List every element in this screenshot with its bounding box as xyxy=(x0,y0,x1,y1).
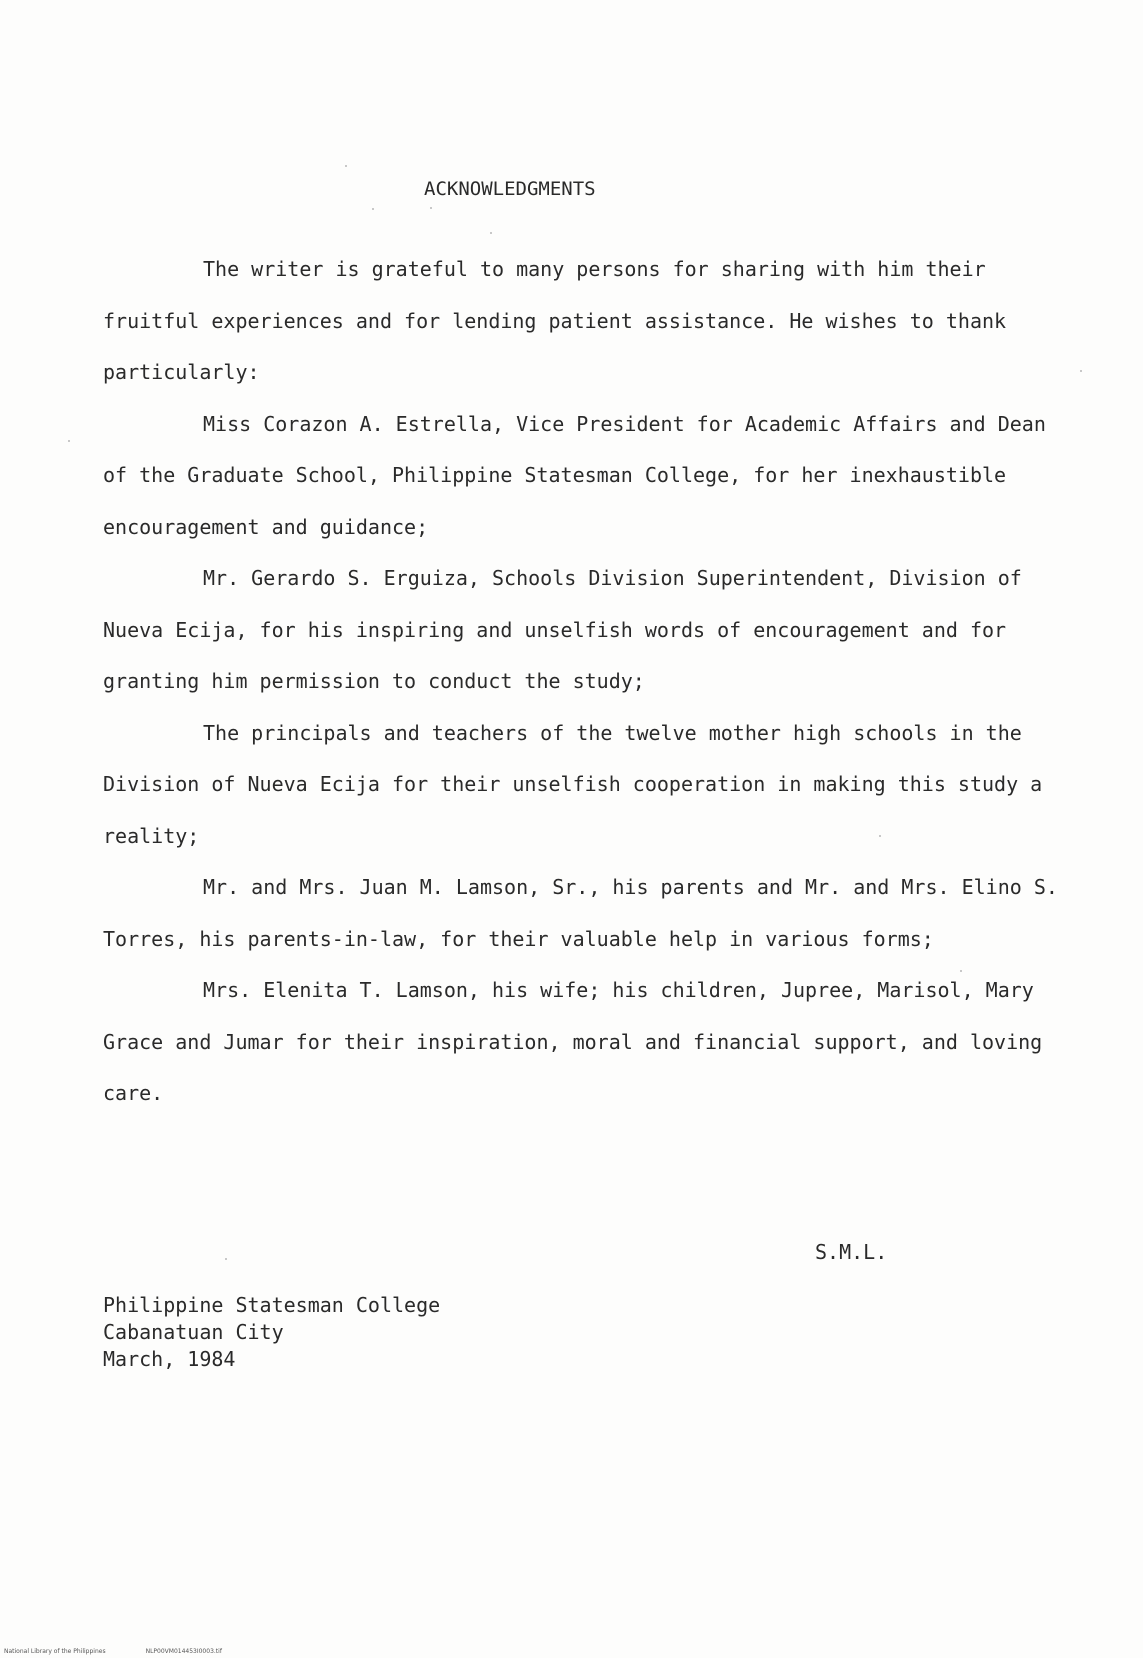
signature-initials: S.M.L. xyxy=(815,1240,888,1264)
scan-speck xyxy=(1080,370,1082,372)
scan-speck xyxy=(490,232,492,234)
paragraph-principals: The principals and teachers of the twelve mother high schools in the Division of Nueva Ecija for their unselfish cooperation in making this study a reality; xyxy=(103,720,1043,848)
address-line-college: Philippine Statesman College xyxy=(103,1293,441,1317)
address-block xyxy=(103,1292,440,1373)
scan-speck xyxy=(960,970,962,972)
paragraph-estrella: Miss Corazon A. Estrella, Vice President for Academic Affairs and Dean of the Graduate School, Philippine Statesman College, for her inexhaustible encouragement and guidance; xyxy=(103,411,1046,539)
paragraph-intro: The writer is grateful to many persons for sharing with him their fruitful experiences and for lending patient assistance. He wishes to thank particularly: xyxy=(103,257,1007,384)
address-line-city: Cabanatuan City xyxy=(103,1320,284,1344)
paragraph-erguiza: Mr. Gerardo S. Erguiza, Schools Division Superintendent, Division of Nueva Ecija, for his inspiring and unselfish words of encouragement and for granting him permission to conduct the study; xyxy=(103,566,1022,693)
scan-speck xyxy=(879,835,881,837)
footer-library: National Library of the Philippines xyxy=(4,1648,106,1655)
scan-speck xyxy=(68,440,70,442)
scan-speck xyxy=(225,1258,227,1260)
address-line-date: March, 1984 xyxy=(103,1347,236,1371)
paragraph-parents: Mr. and Mrs. Juan M. Lamson, Sr., his parents and Mr. and Mrs. Elino S. Torres, his parents-in-law, for their valuable help in various forms; xyxy=(103,875,1058,951)
footer-file-id: NLP00VM014453I0003.tif xyxy=(145,1648,222,1655)
scan-speck xyxy=(430,207,432,209)
acknowledgment-body xyxy=(103,244,1063,1120)
page-title: ACKNOWLEDGMENTS xyxy=(424,178,596,200)
paragraph-family: Mrs. Elenita T. Lamson, his wife; his children, Jupree, Marisol, Mary Grace and Jumar for their inspiration, moral and financial support, and loving care. xyxy=(103,978,1043,1105)
scan-speck xyxy=(372,208,374,210)
scan-speck xyxy=(345,165,347,167)
scan-footer xyxy=(4,1648,222,1655)
